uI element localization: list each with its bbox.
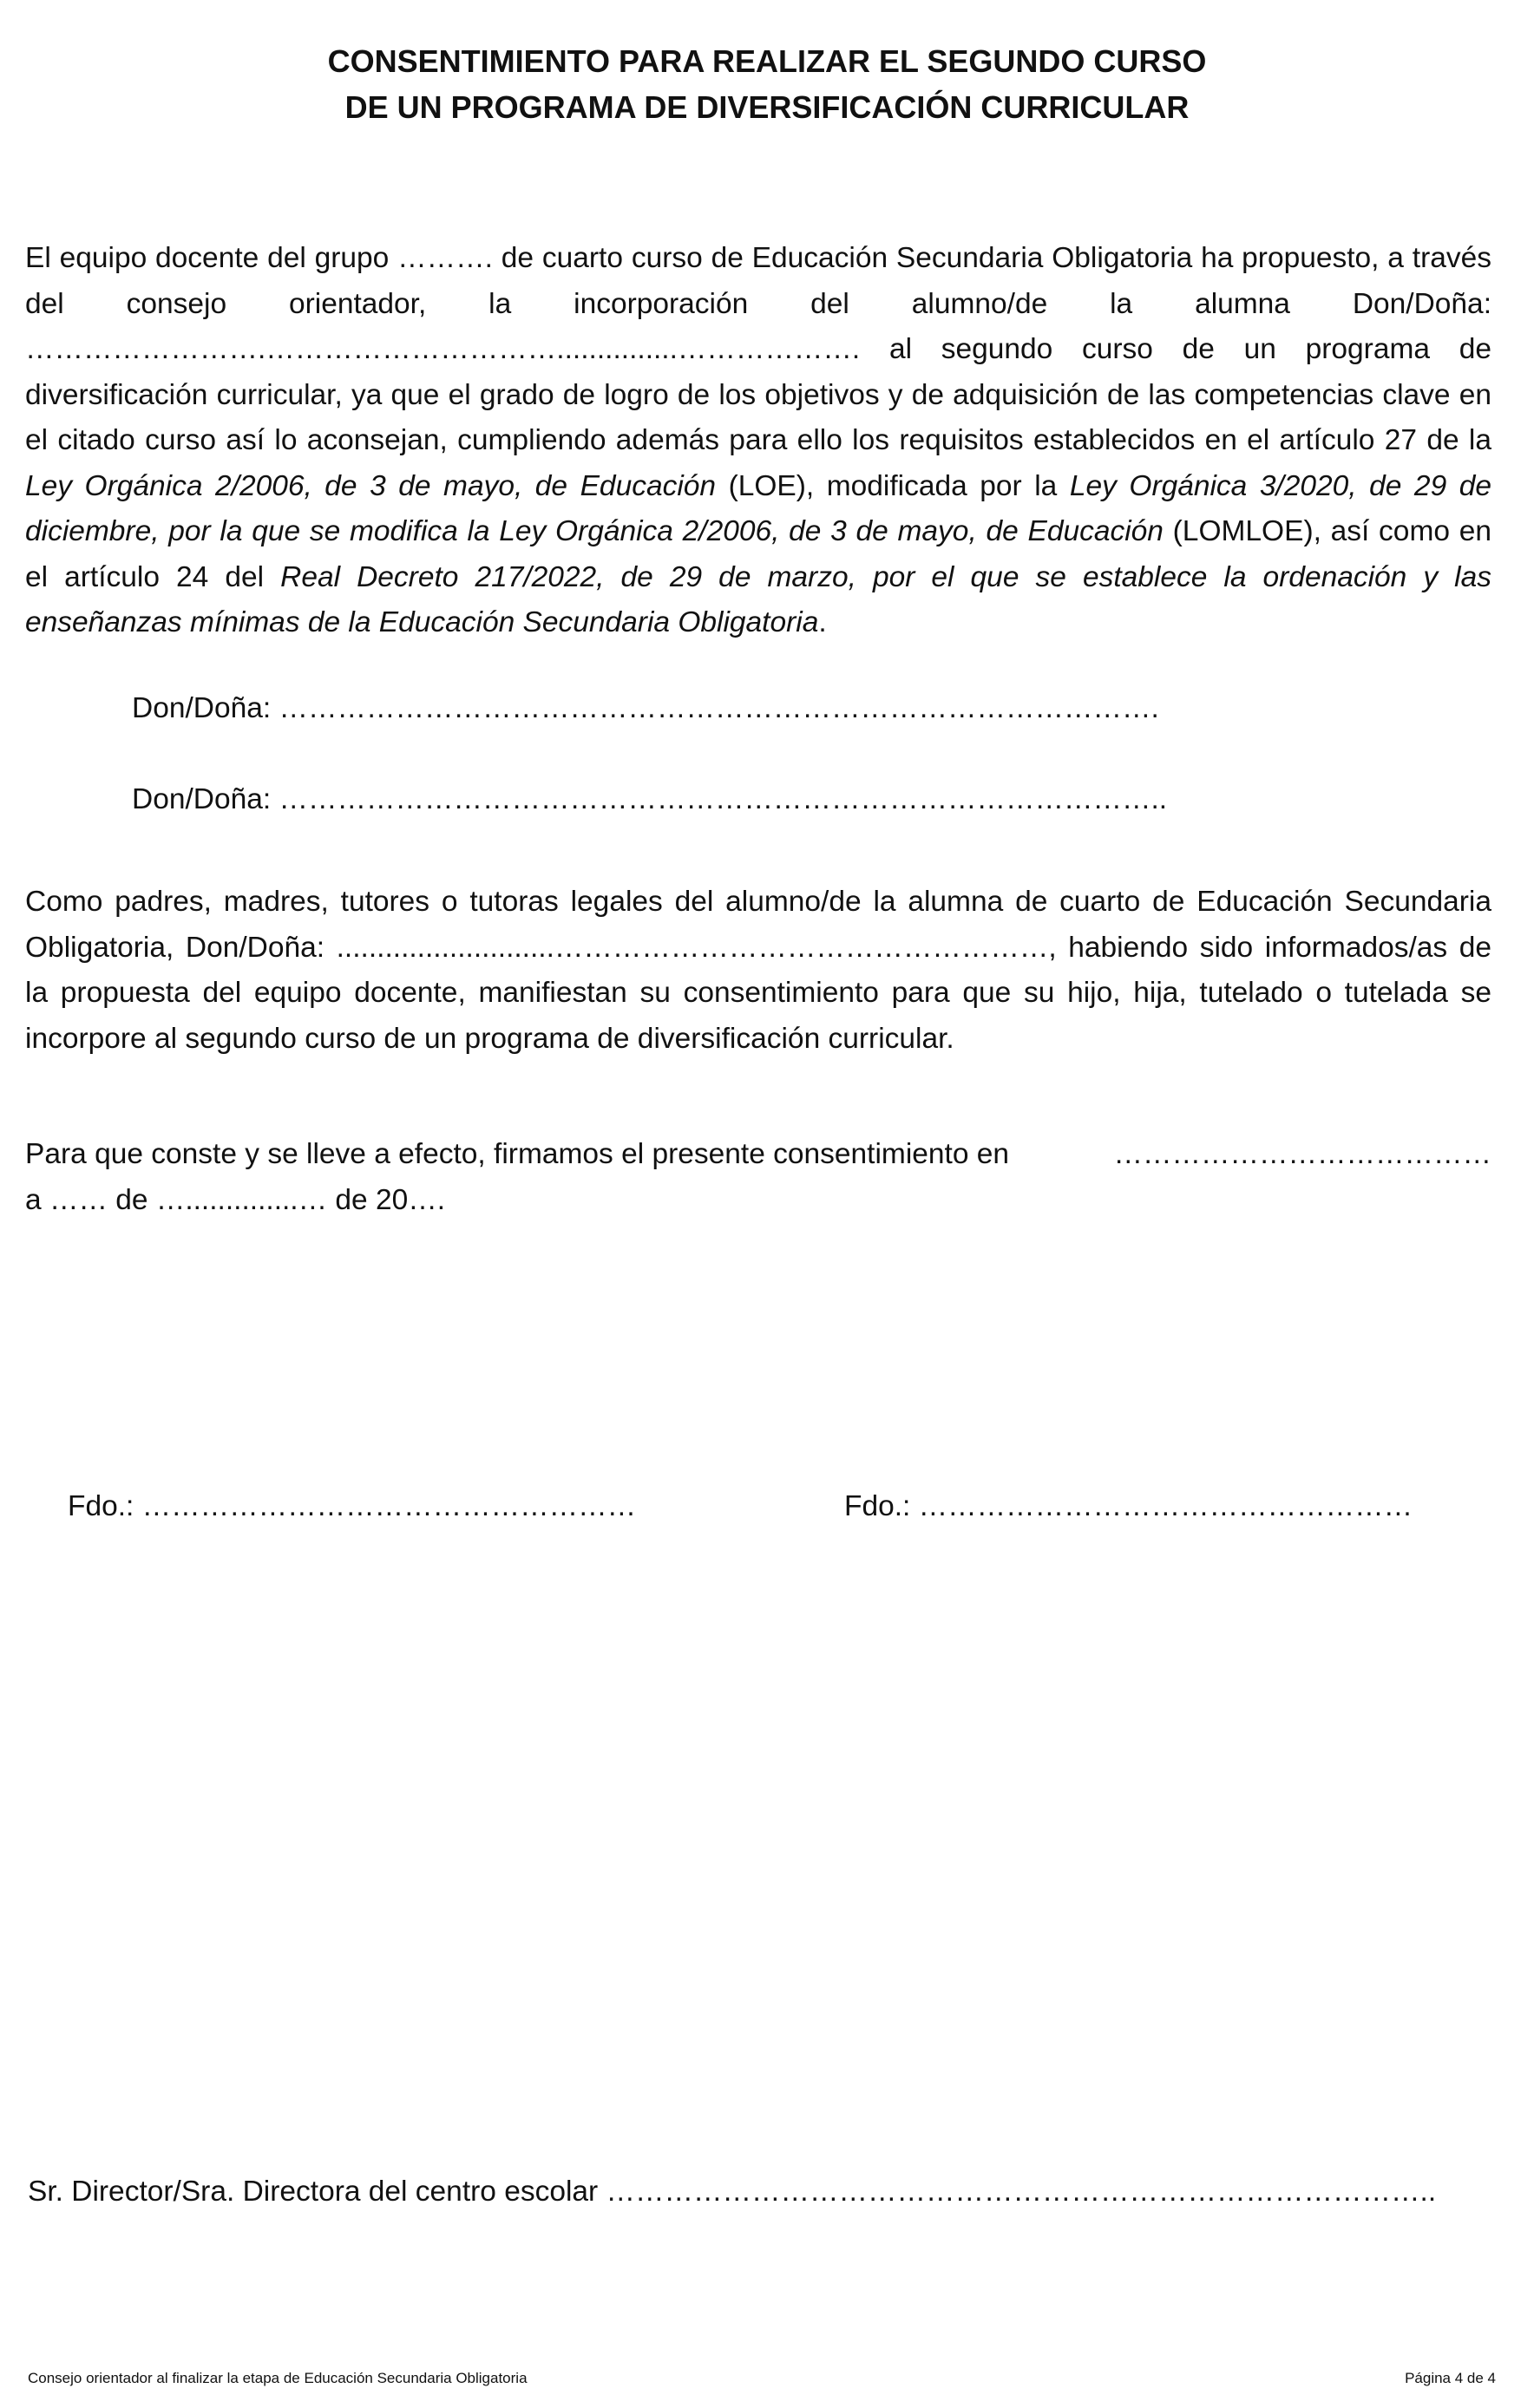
proposal-text-4: . [818,606,827,638]
signing-date-line: a …… de …..............… de 20…. [25,1183,446,1216]
director-addressee-line: Sr. Director/Sra. Directora del centro escolar ………………………………………………………………………….. [28,2176,1437,2208]
title-line-2: DE UN PROGRAMA DE DIVERSIFICACIÓN CURRICULAR [344,89,1190,125]
footer-page-number: Página 4 de 4 [1405,2370,1496,2386]
teacher-name-line-1: Don/Doña: ………………………………………………………………………………. [132,692,1159,724]
signing-place-blank: ………………………………… [1113,1138,1491,1170]
teacher-name-line-2: Don/Doña: ……………………………………………………………………………….. [132,783,1168,815]
royal-decree-reference: Real Decreto 217/2022, de 29 de marzo, por el que se establece la ordenación y las enseñanzas mínimas de la Educación Secundaria Obligatoria [25,560,1491,638]
footer-document-name: Consejo orientador al finalizar la etapa de Educación Secundaria Obligatoria [28,2370,528,2386]
title-line-1: CONSENTIMIENTO PARA REALIZAR EL SEGUNDO CURSO [327,43,1207,79]
proposal-text-1: El equipo docente del grupo ………. de cuarto curso de Educación Secundaria Obligatoria ha propuesto, a través del consejo orientador, la incorporación del alumno/de la alumna Don/Doña: …………………….…………………………...............………………. al segundo curso de un programa de diversificación curricular, ya que el grado de logro de los objetivos y de adquisición de las competencias clave en el citado curso así lo aconsejan, cumpliendo además para ello los requisitos establecidos en el artículo 27 de la [25,242,1491,456]
signing-paragraph [25,1132,1491,1223]
signature-left: Fdo.: …………………………………………… [68,1490,637,1522]
proposal-paragraph [25,236,1491,646]
signing-place-line [25,1132,1491,1178]
document-title [0,38,1534,130]
proposal-text-2: (LOE), modificada por la [716,469,1070,502]
loe-law-reference: Ley Orgánica 2/2006, de 3 de mayo, de Educación [25,469,717,502]
lomloe-law-reference: Ley Orgánica 3/2020, de 29 de diciembre, por la que se modifica la Ley Orgánica 2/2006, de 3 de mayo, de Educación [25,469,1491,547]
signature-right: Fdo.: …………………………………………… [844,1490,1413,1522]
signing-statement: Para que conste y se lleve a efecto, firmamos el presente consentimiento en [25,1138,1010,1170]
proposal-text-3: (LOMLOE), así como en el artículo 24 del [25,515,1491,593]
consent-text: Como padres, madres, tutores o tutoras legales del alumno/de la alumna de cuarto de Educación Secundaria Obligatoria, Don/Doña: ...........................……………………………………………, habiendo sido informados/as de la propuesta del equipo docente, manifiestan su consentimiento para que su hijo, hija, tutelado o tutelada se incorpore al segundo curso de un programa de diversificación curricular. [25,886,1491,1055]
consent-paragraph [25,880,1491,1062]
